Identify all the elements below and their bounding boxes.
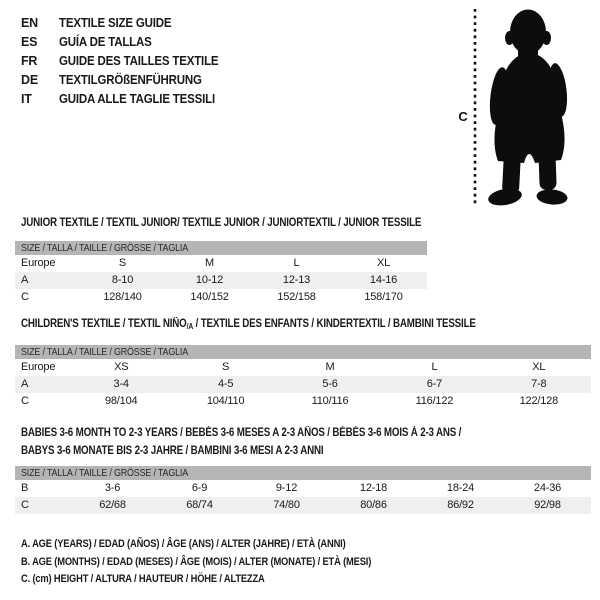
language-title: GUÍA DE TALLAS	[59, 35, 152, 49]
height-cell: 158/170	[364, 291, 403, 303]
language-row-de	[21, 71, 232, 90]
size-cell: XS	[114, 361, 129, 373]
height-cell: 62/68	[99, 499, 126, 511]
height-cell: 110/116	[311, 395, 349, 407]
size-cell: M	[205, 257, 214, 269]
size-cell: L	[431, 361, 438, 373]
height-cell: 104/110	[206, 395, 245, 407]
height-cell: 122/128	[519, 395, 559, 407]
size-header-text: SIZE / TALLA / TAILLE / GRÖSSE / TAGLIA	[21, 346, 188, 358]
footnote-b-text: B. AGE (MONTHS) / EDAD (MESES) / ÂGE (MOIS) / ALTER (MONATE) / ETÀ (MESI)	[21, 555, 372, 568]
language-code: EN	[21, 16, 38, 30]
table-row-europe	[15, 255, 427, 272]
junior-table-title	[21, 214, 492, 232]
age-cell: 4-5	[217, 378, 234, 390]
size-cell: XL	[532, 361, 546, 373]
language-title: GUIDA ALLE TAGLIE TESSILI	[59, 92, 215, 106]
footnotes	[21, 536, 433, 589]
age-cell: 5-6	[322, 378, 338, 390]
junior-table-title-text: JUNIOR TEXTILE / TEXTIL JUNIOR/ TEXTILE JUNIOR / JUNIORTEXTIL / JUNIOR TESSILE	[21, 217, 422, 229]
children-table-title-text	[21, 315, 476, 336]
language-title-list	[21, 14, 232, 109]
size-header-text: SIZE / TALLA / TAILLE / GRÖSSE / TAGLIA	[21, 242, 188, 254]
row-label: Europe	[21, 257, 56, 269]
row-label: B	[21, 482, 29, 494]
row-label: A	[21, 274, 29, 286]
size-header-bar	[15, 345, 591, 359]
height-cell: 80/86	[360, 499, 387, 511]
size-cell: XL	[376, 257, 391, 269]
height-cell: 128/140	[103, 291, 142, 303]
height-cell: 152/158	[277, 291, 316, 303]
age-cell: 12-13	[282, 274, 311, 286]
table-row-height	[15, 497, 591, 514]
footnote-a-text: A. AGE (YEARS) / EDAD (AÑOS) / ÂGE (ANS) / ALTER (JAHRE) / ETÀ (ANNI)	[21, 538, 346, 550]
size-header-text: SIZE / TALLA / TAILLE / GRÖSSE / TAGLIA	[21, 467, 188, 479]
size-cell: S	[222, 361, 230, 373]
months-cell: 3-6	[104, 482, 121, 494]
age-cell: 14-16	[369, 274, 398, 286]
table-row-height	[15, 289, 427, 306]
row-label: A	[21, 378, 29, 390]
children-title-pre: CHILDREN'S TEXTILE / TEXTIL NIÑO	[21, 318, 187, 330]
language-code: IT	[21, 92, 32, 106]
size-cell: M	[325, 361, 335, 373]
table-row-europe	[15, 359, 591, 376]
language-row-fr	[21, 52, 232, 71]
age-cell: 10-12	[195, 274, 224, 286]
age-cell: 6-7	[426, 378, 443, 390]
table-row-height	[15, 393, 591, 410]
row-label: C	[21, 291, 29, 303]
months-cell: 9-12	[275, 482, 298, 494]
size-cell: L	[293, 257, 300, 269]
months-cell: 6-9	[191, 482, 208, 494]
children-title-sub: /A	[186, 322, 194, 331]
age-cell: 3-4	[113, 378, 129, 390]
language-code: DE	[21, 73, 38, 87]
footnote-c	[21, 571, 433, 589]
footnote-c-text: C. (cm) HEIGHT / ALTURA / HAUTEUR / HÖHE / ALTEZZA	[21, 573, 265, 585]
height-cell: 92/98	[534, 499, 561, 511]
language-title: GUIDE DES TAILLES TEXTILE	[59, 54, 219, 68]
age-cell: 8-10	[111, 274, 134, 286]
babies-title-line2: BABYS 3-6 MONATE BIS 2-3 JAHRE / BAMBINI 3-6 MESI A 2-3 ANNI	[21, 445, 324, 457]
children-size-table	[15, 345, 591, 410]
row-label: C	[21, 499, 29, 511]
babies-table-title	[21, 424, 539, 460]
language-code: ES	[21, 35, 38, 49]
baby-silhouette-icon	[487, 10, 570, 208]
months-cell: 18-24	[446, 482, 475, 494]
language-title: TEXTILE SIZE GUIDE	[59, 16, 172, 30]
height-label: C	[458, 109, 468, 124]
babies-size-table	[15, 466, 591, 514]
height-cell: 140/152	[190, 291, 229, 303]
height-cell: 68/74	[186, 499, 213, 511]
months-cell: 24-36	[533, 482, 562, 494]
children-title-post: / TEXTILE DES ENFANTS / KINDERTEXTIL / BAMBINI TESSILE	[193, 318, 476, 330]
footnote-a	[21, 536, 433, 554]
language-row-es	[21, 33, 232, 52]
language-row-it	[21, 90, 232, 109]
height-cell: 86/92	[447, 499, 474, 511]
size-header-bar	[15, 466, 591, 480]
size-header-bar	[15, 241, 427, 255]
table-row-months	[15, 480, 591, 497]
size-cell: S	[118, 257, 127, 269]
table-row-age	[15, 272, 427, 289]
height-cell: 116/122	[415, 395, 454, 407]
months-cell: 12-18	[359, 482, 388, 494]
children-table-title	[21, 315, 556, 336]
row-label: Europe	[21, 361, 56, 373]
language-title: TEXTILGRÖßENFÜHRUNG	[59, 73, 202, 87]
age-cell: 7-8	[531, 378, 547, 390]
height-cell: 98/104	[104, 395, 138, 407]
language-row-en	[21, 14, 232, 33]
language-code: FR	[21, 54, 38, 68]
footnote-b	[21, 554, 433, 572]
baby-figure	[440, 0, 600, 220]
height-cell: 74/80	[273, 499, 300, 511]
table-row-age	[15, 376, 591, 393]
babies-title-line1: BABIES 3-6 MONTH TO 2-3 YEARS / BEBÉS 3-6 MESES A 2-3 AÑOS / BÉBÉS 3-6 MOIS À 2-3 ANS /	[21, 427, 462, 439]
junior-size-table	[15, 241, 427, 306]
row-label: C	[21, 395, 29, 407]
